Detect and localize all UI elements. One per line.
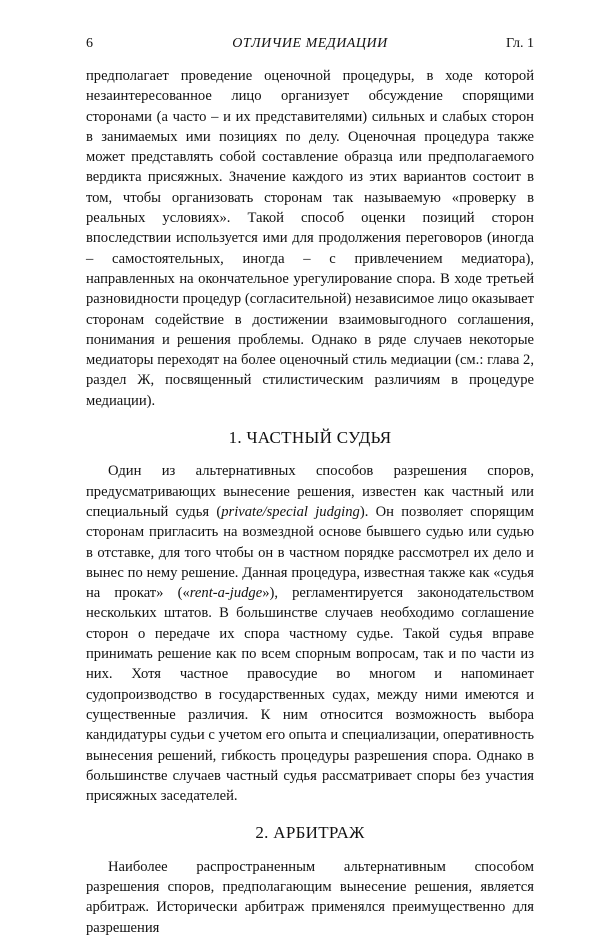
intro-paragraph: предполагает проведение оценочной процедуры, в ходе которой незаинтересованное лицо организует обсуждение спорящими сторонами (а часто – и их представителями) сильных и слабых сторон в занимаемых ими позициях по делу. Оценочная процедура также может представлять собой составление образца или предполагаемого вердикта присяжных. Значение каждого из этих вариантов состоит в том, чтобы организовать сторонам так называемую «проверку в реальных условиях». Такой способ оценки позиций сторон впоследствии используется ими для продолжения переговоров (иногда – самостоятельных, иногда – с привлечением медиатора), направленных на окончательное урегулирование спора. В ходе третьей разновидности процедур (согласительной) независимое лицо оказывает сторонам содействие в достижении взаимовыгодного соглашения, понимания и решения проблемы. Однако в ряде случаев некоторые медиаторы переходят на более оценочный стиль медиации (см.: глава 2, раздел Ж, посвященный стилистическим различиям в процедуре медиации).: [86, 68, 534, 409]
term-rent-a-judge: rent-a-judge: [189, 585, 263, 602]
page-body: [86, 66, 534, 938]
running-header: [86, 36, 534, 56]
arbitration-paragraph: Наиболее распространенным альтернативным способом разрешения споров, предполагающим вынесение решения, является арбитраж. Исторически арбитраж применялся преимущественно для разрешения: [86, 858, 534, 936]
private-judge-paragraph: [86, 461, 534, 806]
page-number: 6: [86, 36, 93, 51]
running-title: ОТЛИЧИЕ МЕДИАЦИИ: [232, 36, 388, 51]
section-heading-arbitration: 2. АРБИТРАЖ: [255, 823, 365, 843]
paragraph-text: »), регламентируется законодательством нескольких штатов. В большинстве случаев необходимо соглашение сторон о передаче их спора частному судье. Такой судья вправе принимать решение как по всем спорным вопросам, так и по части из них. Хотя частное правосудие во многом и напоминает судопроизводство в государственных судах, между ними имеются и существенные различия. К ним относится возможность выбора кандидатуры судьи с учетом его опыта и специализации, оперативность вынесения решений, гибкость процедуры разрешения спора. Однако в большинстве случаев частный судья рассматривает споры без участия присяжных заседателей.: [86, 585, 534, 805]
paragraph-text: Один из альтернативных способов разрешения споров, предусматривающих вынесение решения, известен как частный или специальный судья (: [86, 463, 534, 520]
paragraph-text: ). Он позволяет спорящим сторонам пригласить на возмездной основе бывшего судью или судью в отставке, для того чтобы он в частном порядке рассмотрел их дело и вынес по нему решение. Данная процедура, известная также как «судья на прокат» («: [86, 503, 534, 602]
term-private-judging: private/special judging: [221, 503, 360, 520]
chapter-label: Гл. 1: [505, 36, 534, 51]
section-heading-private-judge: 1. ЧАСТНЫЙ СУДЬЯ: [228, 428, 392, 448]
